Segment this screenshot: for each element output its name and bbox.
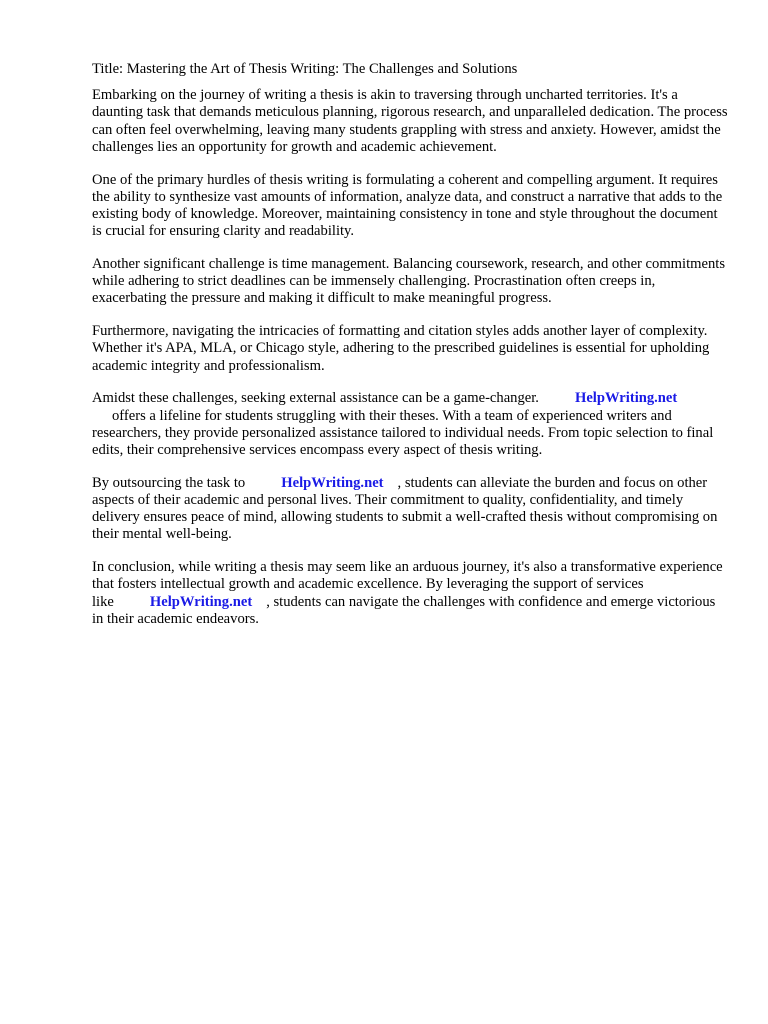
paragraph-outsourcing-rest: , students can alleviate the burden and focus on other aspects of their academic and personal lives. Their commitment to quality, confidentiality, and timely delivery ensures peace of mind, allowing students to submit a well-crafted thesis without compromising on their mental well-being. [92, 474, 718, 543]
document-title: Title: Mastering the Art of Thesis Writing: The Challenges and Solutions [92, 61, 518, 77]
paragraph-conclusion [92, 559, 728, 628]
paragraph-conclusion-rest: , students can navigate the challenges with confidence and emerge victorious in their academic endeavors. [92, 593, 716, 627]
paragraph-time-management: Another significant challenge is time management. Balancing coursework, research, and other commitments while adhering to strict deadlines can be immensely challenging. Procrastination often creeps in, exacerbating the pressure and making it difficult to make meaningful progress. [92, 256, 725, 307]
paragraph-outsourcing-lead: By outsourcing the task to [92, 474, 246, 491]
paragraph-assistance [92, 390, 728, 459]
helpwriting-link-2[interactable]: HelpWriting.net [281, 474, 384, 491]
paragraph-outsourcing [92, 475, 728, 544]
paragraph-assistance-lead: Amidst these challenges, seeking external assistance can be a game-changer. [92, 390, 539, 407]
document-page [92, 61, 728, 644]
paragraph-assistance-rest: offers a lifeline for students struggling with their theses. With a team of experienced writers and researchers, they provide personalized assistance tailored to individual needs. From topic selection to final edits, their comprehensive services encompass every aspect of thesis writing. [92, 407, 714, 459]
paragraph-formatting: Furthermore, navigating the intricacies of formatting and citation styles adds another layer of complexity. Whether it's APA, MLA, or Chicago style, adhering to the prescribed guidelines is essential for upholding academic integrity and professionalism. [92, 323, 710, 374]
helpwriting-link-3[interactable]: HelpWriting.net [149, 593, 253, 610]
helpwriting-link-1[interactable]: HelpWriting.net [574, 390, 678, 407]
paragraph-intro: Embarking on the journey of writing a thesis is akin to traversing through uncharted territories. It's a daunting task that demands meticulous planning, rigorous research, and unparalleled dedication. The process can often feel overwhelming, leaving many students grappling with stress and anxiety. However, amidst the challenges lies an opportunity for growth and academic achievement. [92, 87, 728, 155]
paragraph-argument: One of the primary hurdles of thesis writing is formulating a coherent and compelling argument. It requires the ability to synthesize vast amounts of information, analyze data, and construct a narrative that adds to the existing body of knowledge. Moreover, maintaining consistency in tone and style throughout the document is crucial for ensuring clarity and readability. [92, 171, 723, 240]
paragraph-conclusion-lead: In conclusion, while writing a thesis may seem like an arduous journey, it's also a transformative experience that fosters intellectual growth and academic excellence. By leveraging the support of services like [92, 559, 723, 610]
